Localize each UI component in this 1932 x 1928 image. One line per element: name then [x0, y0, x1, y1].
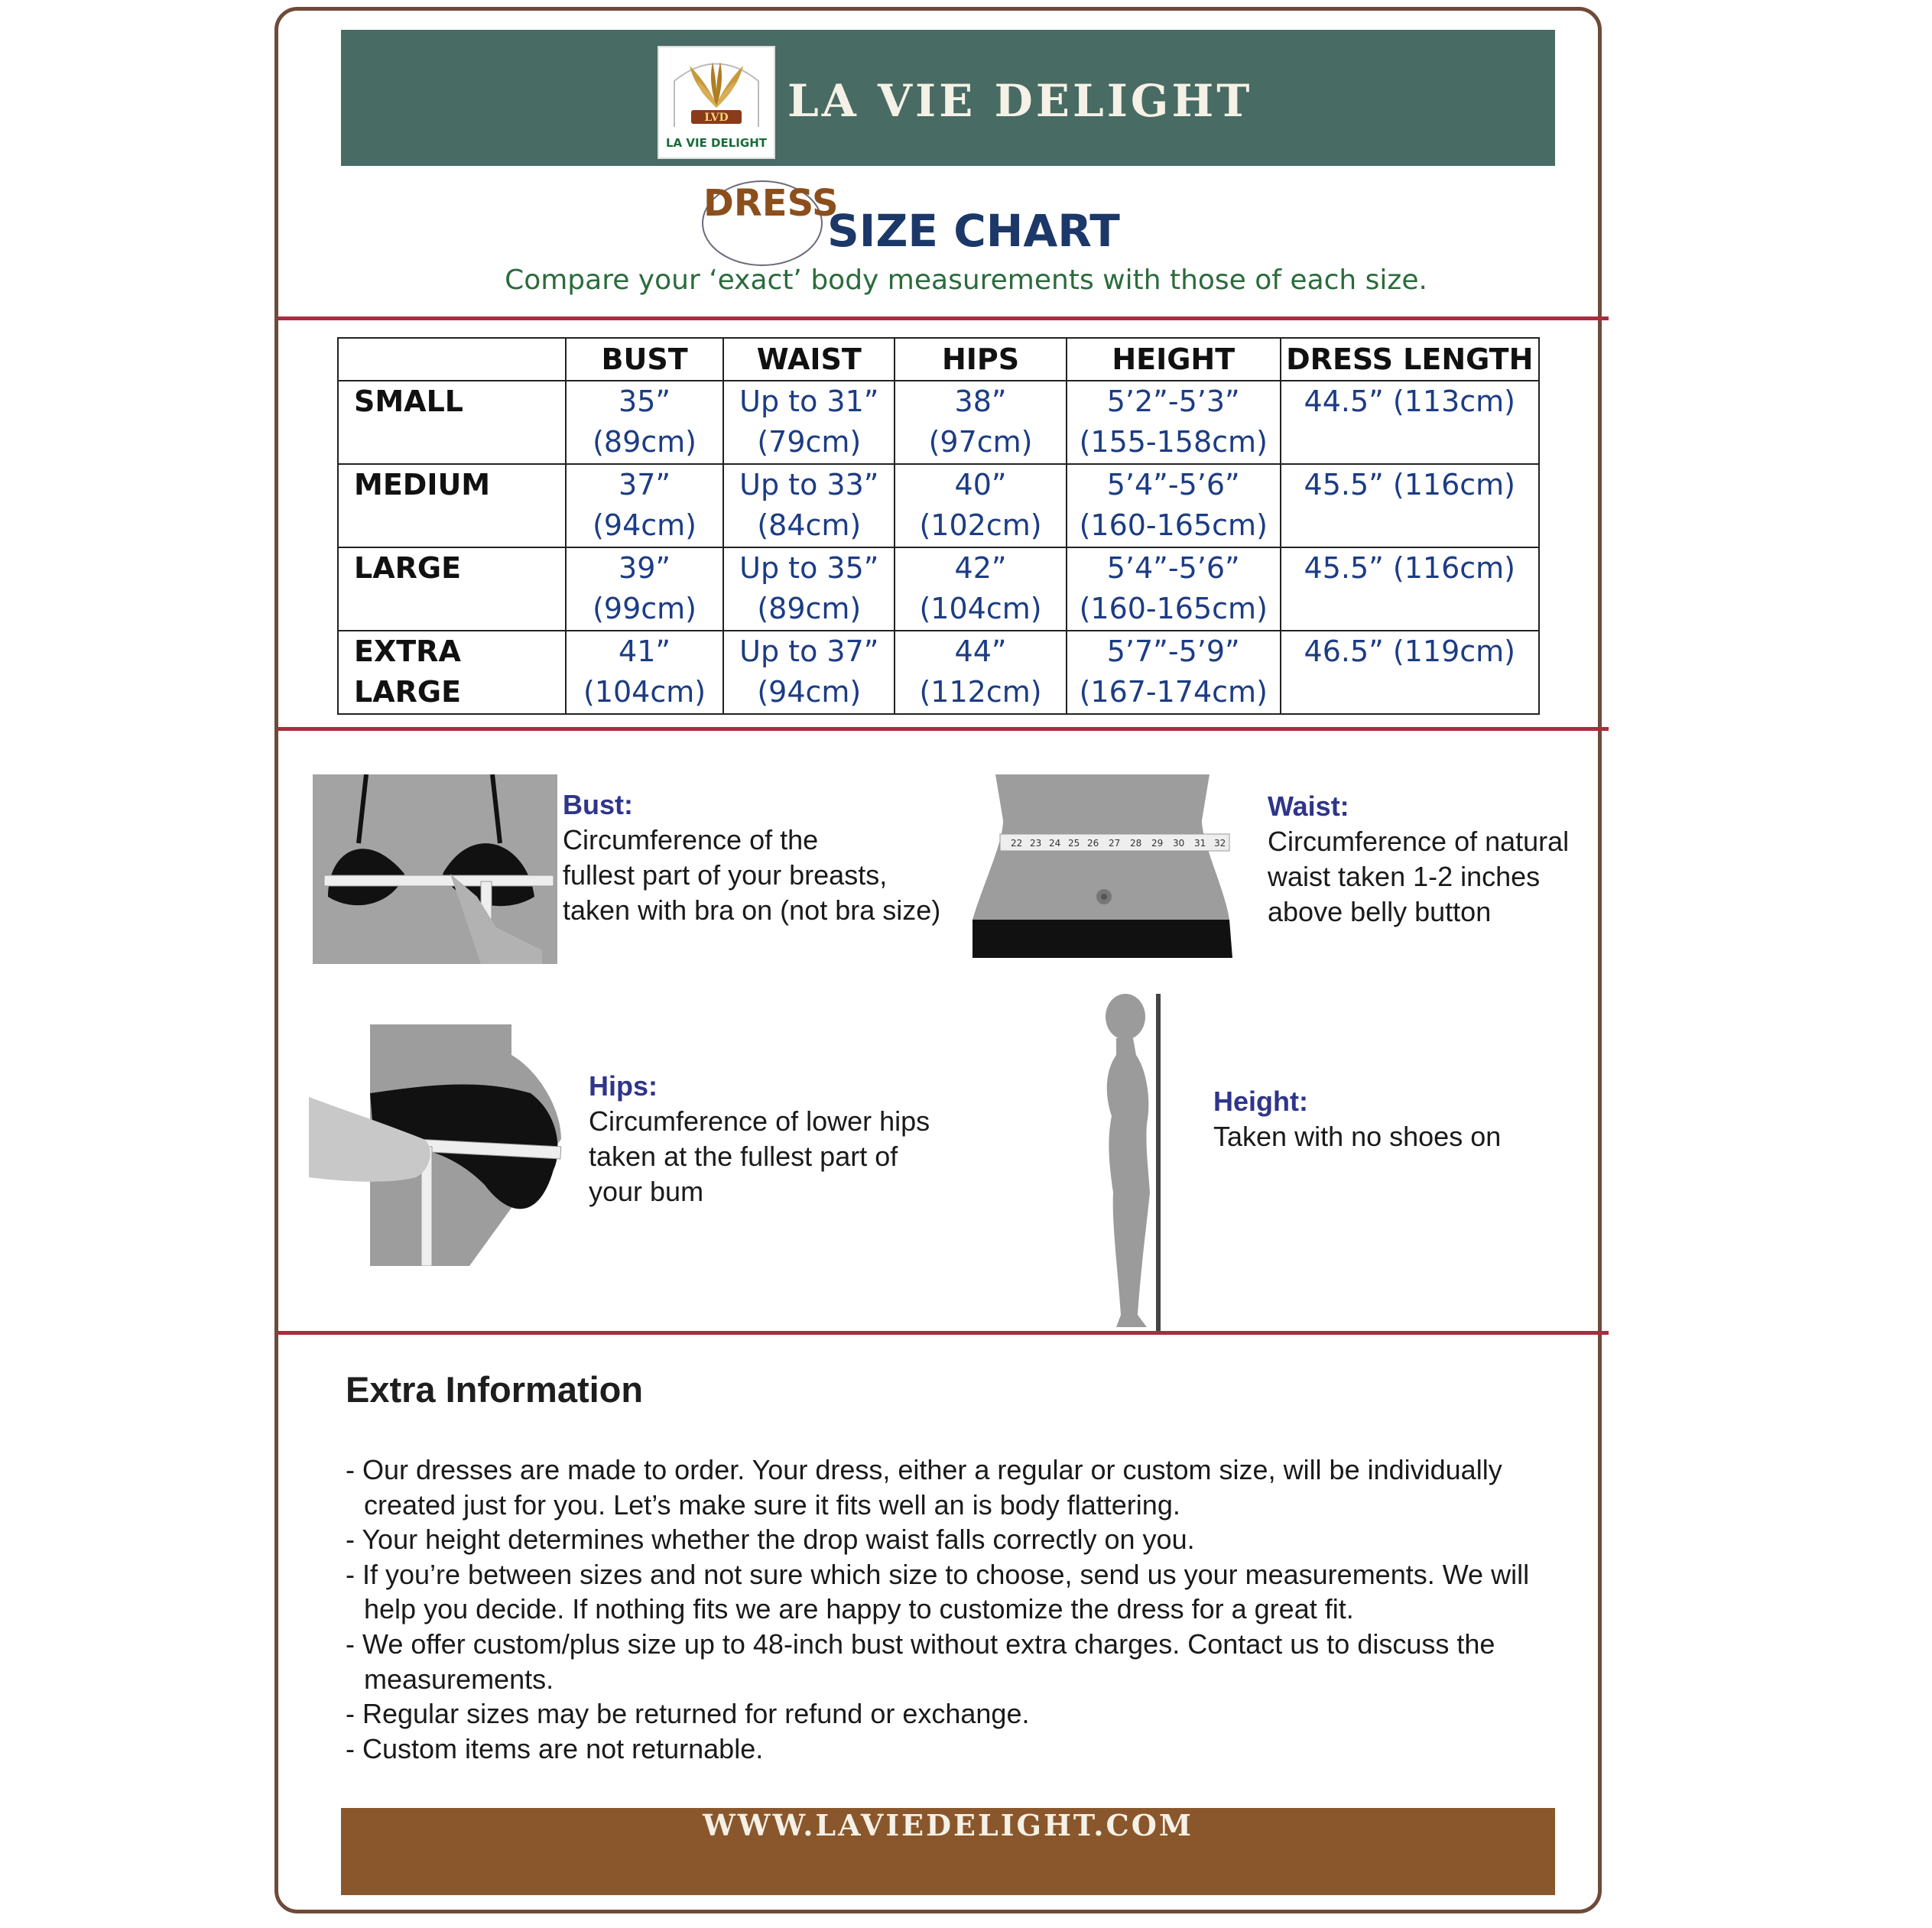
hips-cell	[895, 631, 1067, 714]
hips-cell	[895, 381, 1067, 464]
size-label: EXTRA LARGE	[338, 631, 566, 714]
cell-cm: (99cm)	[593, 592, 697, 625]
cell-cm: (94cm)	[593, 508, 697, 542]
hips-tape-icon	[309, 1024, 564, 1266]
description-line: Circumference of lower hips	[589, 1105, 930, 1137]
dress-length-cell: 46.5” (119cm)	[1281, 631, 1539, 714]
table-row	[338, 381, 1539, 464]
cell-inches: 41”	[619, 635, 671, 668]
description-line: waist taken 1-2 inches	[1268, 861, 1541, 892]
cell-inches: Up to 37”	[739, 635, 879, 668]
waist-cell	[723, 547, 895, 631]
height-cell	[1067, 464, 1281, 547]
logo-caption: LA VIE DELIGHT	[666, 136, 767, 150]
cell-cm: (79cm)	[757, 425, 862, 459]
cell-cm: (89cm)	[757, 592, 862, 625]
table-header-bust: BUST	[566, 338, 724, 381]
svg-text:27: 27	[1109, 838, 1121, 849]
hips-description	[589, 1104, 930, 1209]
description-line: above belly button	[1268, 896, 1492, 927]
svg-text:32: 32	[1214, 838, 1226, 849]
svg-text:25: 25	[1068, 838, 1080, 849]
bust-cell	[566, 631, 724, 714]
divider-rule	[278, 727, 1609, 731]
cell-inches: Up to 31”	[739, 385, 879, 418]
list-item: - Custom items are not returnable.	[346, 1732, 764, 1764]
cell-inches: Up to 35”	[739, 551, 879, 585]
table-header-dress-length: DRESS LENGTH	[1281, 338, 1539, 381]
dress-length-cell: 45.5” (116cm)	[1281, 547, 1539, 631]
cell-inches: 42”	[954, 551, 1007, 585]
cell-cm: (112cm)	[919, 675, 1042, 709]
bust-measure-illustration	[313, 774, 557, 964]
svg-text:24: 24	[1049, 838, 1061, 849]
cell-cm: (160-165cm)	[1079, 508, 1268, 542]
bust-cell	[566, 381, 724, 464]
cell-cm: (167-174cm)	[1079, 675, 1268, 709]
svg-text:30: 30	[1173, 838, 1185, 849]
waist-cell	[723, 381, 895, 464]
website-url-banner[interactable]: WWW.LAVIEDELIGHT.COM	[341, 1808, 1555, 1895]
cell-inches: 35”	[619, 385, 671, 418]
waist-measure-illustration	[972, 774, 1242, 958]
cell-feet: 5’4”-5’6”	[1106, 551, 1240, 585]
svg-text:26: 26	[1087, 838, 1099, 849]
dress-length-cell: 44.5” (113cm)	[1281, 381, 1539, 464]
waist-cell	[723, 631, 895, 714]
list-item: - If you’re between sizes and not sure which size to choose, send us your measurements. We will help you decide. If nothing fits we are happy to customize the dress for a great fit.	[346, 1558, 1530, 1625]
cell-cm: (97cm)	[928, 425, 1033, 459]
page-subtitle: Compare your ‘exact’ body measurements with those of each size.	[505, 265, 1427, 296]
divider-rule	[278, 316, 1609, 320]
hips-cell	[895, 547, 1067, 631]
waist-cell	[723, 464, 895, 547]
table-header-waist: WAIST	[723, 338, 895, 381]
size-label: MEDIUM	[338, 464, 566, 547]
cell-inches: 38”	[954, 385, 1007, 418]
cell-cm: (84cm)	[757, 508, 862, 542]
svg-text:31: 31	[1194, 838, 1206, 849]
cell-inches: Up to 33”	[739, 468, 879, 501]
size-label: LARGE	[338, 547, 566, 631]
table-row	[338, 464, 1539, 547]
brand-logo	[658, 46, 775, 159]
table-header-corner	[338, 338, 566, 381]
fountain-logo-icon	[659, 50, 774, 135]
bra-tape-icon	[313, 774, 557, 964]
description-line: Taken with no shoes on	[1213, 1121, 1502, 1152]
svg-text:23: 23	[1030, 838, 1042, 849]
cell-inches: 40”	[954, 468, 1007, 501]
svg-text:29: 29	[1151, 838, 1164, 849]
height-cell	[1067, 381, 1281, 464]
description-line: taken with bra on (not bra size)	[563, 894, 941, 926]
cell-cm: (155-158cm)	[1079, 425, 1268, 459]
table-header-height: HEIGHT	[1067, 338, 1281, 381]
waist-description	[1268, 824, 1569, 930]
table-row	[338, 547, 1539, 631]
cell-cm: (102cm)	[919, 508, 1042, 542]
bust-cell	[566, 464, 724, 547]
list-item: - Regular sizes may be returned for refund or exchange.	[346, 1698, 1030, 1730]
size-label: SMALL	[338, 381, 566, 464]
height-description	[1213, 1119, 1501, 1154]
dress-oval-label: DRESS	[702, 180, 823, 266]
hips-title: Hips:	[589, 1070, 658, 1102]
extra-info-title: Extra Information	[346, 1369, 644, 1410]
bust-title: Bust:	[563, 789, 633, 820]
table-row	[338, 631, 1539, 714]
svg-text:22: 22	[1011, 838, 1023, 849]
table-header-row	[338, 338, 1539, 381]
list-item: - Your height determines whether the drop waist falls correctly on you.	[346, 1524, 1195, 1556]
cell-cm: (104cm)	[583, 675, 706, 709]
description-line: fullest part of your breasts,	[563, 859, 888, 891]
description-line: taken at the fullest part of	[589, 1141, 898, 1172]
hips-measure-illustration	[309, 1024, 564, 1266]
cell-feet: 5’7”-5’9”	[1106, 635, 1240, 668]
page-title: SIZE CHART	[827, 205, 1120, 257]
cell-inches: 44”	[954, 635, 1007, 668]
description-line: Circumference of natural	[1268, 826, 1570, 857]
height-title: Height:	[1213, 1086, 1308, 1117]
bust-description	[563, 823, 940, 928]
waist-title: Waist:	[1268, 790, 1349, 822]
description-line: your bum	[589, 1176, 704, 1207]
description-line: Circumference of the	[563, 824, 819, 855]
cell-cm: (94cm)	[757, 675, 862, 709]
list-item: - Our dresses are made to order. Your dress, either a regular or custom size, will be individually created just for you. Let’s make sure it fits well an is body flattering.	[346, 1454, 1502, 1521]
waist-tape-icon	[972, 774, 1242, 958]
list-item: - We offer custom/plus size up to 48-inch bust without extra charges. Contact us to discuss the measurements.	[346, 1628, 1495, 1695]
hips-cell	[895, 464, 1067, 547]
cell-cm: (160-165cm)	[1079, 592, 1268, 625]
svg-text:28: 28	[1130, 838, 1142, 849]
size-table	[337, 337, 1540, 715]
cell-cm: (104cm)	[919, 592, 1042, 625]
cell-inches: 37”	[619, 468, 671, 501]
brand-name: LA VIE DELIGHT	[787, 75, 1253, 127]
height-cell	[1067, 547, 1281, 631]
height-measure-illustration	[1086, 994, 1162, 1332]
height-cell	[1067, 631, 1281, 714]
svg-text:LVD: LVD	[704, 112, 729, 124]
standing-figure-icon	[1086, 994, 1162, 1332]
cell-inches: 39”	[619, 551, 671, 585]
cell-cm: (89cm)	[593, 425, 697, 459]
table-header-hips: HIPS	[895, 338, 1067, 381]
cell-feet: 5’4”-5’6”	[1106, 468, 1240, 501]
divider-rule	[278, 1331, 1609, 1335]
bust-cell	[566, 547, 724, 631]
dress-length-cell: 45.5” (116cm)	[1281, 464, 1539, 547]
extra-info-list	[346, 1452, 1569, 1766]
cell-feet: 5’2”-5’3”	[1106, 385, 1240, 418]
